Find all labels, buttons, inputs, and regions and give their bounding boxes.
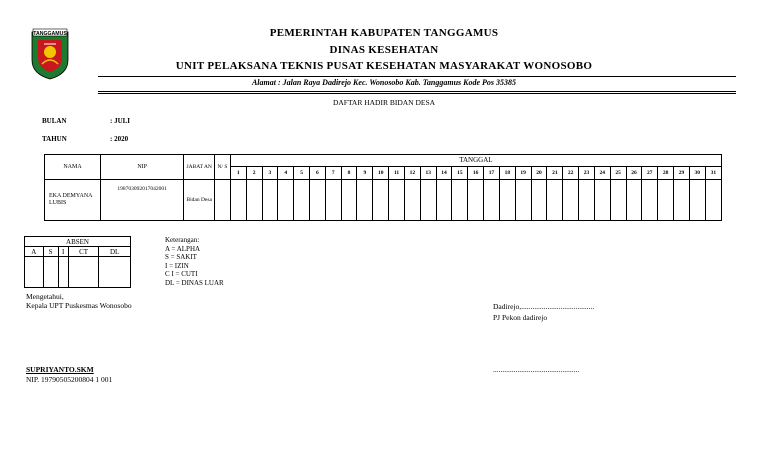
day-header: 3 xyxy=(262,166,278,179)
kepala-upt-text: Kepala UPT Puskesmas Wonosobo xyxy=(26,301,132,310)
logo-text: TANGGAMUS xyxy=(33,30,67,37)
day-header: 13 xyxy=(420,166,436,179)
day-cell xyxy=(499,180,515,221)
table-header-row xyxy=(45,155,722,167)
left-signature-block xyxy=(26,292,132,310)
absen-col-header: CT xyxy=(68,247,98,257)
day-header: 17 xyxy=(484,166,500,179)
day-header: 1 xyxy=(230,166,246,179)
day-cell xyxy=(610,180,626,221)
day-cell xyxy=(404,180,420,221)
day-header: 4 xyxy=(278,166,294,179)
day-cell xyxy=(594,180,610,221)
right-place-date: Dadirejo,....................................... xyxy=(493,302,595,311)
absen-table xyxy=(24,236,131,288)
day-cell xyxy=(262,180,278,221)
keterangan-list xyxy=(165,245,224,288)
day-cell xyxy=(341,180,357,221)
header-line-2: DINAS KESEHATAN xyxy=(329,44,439,56)
day-cell xyxy=(515,180,531,221)
keterangan-item: I = IZIN xyxy=(165,261,189,270)
col-ns-header: N/ S xyxy=(215,155,231,180)
day-cell xyxy=(674,180,690,221)
day-cell xyxy=(642,180,658,221)
col-jabatan-header: JABAT AN xyxy=(184,155,215,180)
day-cell xyxy=(230,180,246,221)
day-header: 26 xyxy=(626,166,642,179)
keterangan-title: Keterangan: xyxy=(165,236,200,244)
day-cell xyxy=(579,180,595,221)
col-nama-header: NAMA xyxy=(45,155,101,180)
day-header: 8 xyxy=(341,166,357,179)
row-nip: 198703092017042001 xyxy=(100,180,183,221)
header-line-3: UNIT PELAKSANA TEKNIS PUSAT KESEHATAN MASYARAKAT WONOSOBO xyxy=(175,60,593,72)
day-cell xyxy=(309,180,325,221)
day-header: 29 xyxy=(674,166,690,179)
day-cell xyxy=(436,180,452,221)
col-tanggal-header: TANGGAL xyxy=(230,155,721,167)
day-cell xyxy=(294,180,310,221)
absen-cell xyxy=(58,257,68,288)
bulan-value: : JULI xyxy=(110,117,131,125)
day-header: 15 xyxy=(452,166,468,179)
keterangan-item: A = ALPHA xyxy=(165,244,201,253)
absen-cell xyxy=(68,257,98,288)
keterangan xyxy=(165,236,224,287)
day-cell xyxy=(452,180,468,221)
mengetahui-text: Mengetahui, xyxy=(26,292,64,301)
keterangan-item: S = SAKIT xyxy=(165,253,197,261)
absen-cell xyxy=(25,257,44,288)
day-header: 20 xyxy=(531,166,547,179)
day-cell xyxy=(484,180,500,221)
row-jabatan: Bidan Desa xyxy=(184,180,215,221)
signer-name: SUPRIYANTO.SKM xyxy=(26,365,94,374)
day-header: 7 xyxy=(325,166,341,179)
day-header: 14 xyxy=(436,166,452,179)
header-double-rule-thin xyxy=(98,93,736,94)
absen-values-row xyxy=(25,257,131,288)
day-cell xyxy=(389,180,405,221)
day-header: 12 xyxy=(404,166,420,179)
day-cell xyxy=(373,180,389,221)
day-header: 21 xyxy=(547,166,563,179)
day-cell xyxy=(563,180,579,221)
document-title: DAFTAR HADIR BIDAN DESA xyxy=(332,98,436,107)
day-header: 27 xyxy=(642,166,658,179)
day-cell xyxy=(357,180,373,221)
day-cell xyxy=(705,180,721,221)
header-rule xyxy=(98,76,736,77)
day-header: 11 xyxy=(389,166,405,179)
day-cell xyxy=(325,180,341,221)
day-cell xyxy=(547,180,563,221)
absen-title: ABSEN xyxy=(25,237,131,247)
tahun-value: : 2020 xyxy=(110,135,129,143)
absen-col-header: A xyxy=(25,247,44,257)
day-header: 25 xyxy=(610,166,626,179)
day-cell xyxy=(246,180,262,221)
day-header: 6 xyxy=(309,166,325,179)
day-cell xyxy=(468,180,484,221)
day-header: 30 xyxy=(689,166,705,179)
absen-col-header: DL xyxy=(99,247,131,257)
day-cell xyxy=(689,180,705,221)
absen-cell xyxy=(43,257,58,288)
signer-nip: NIP. 19790505200804 1 001 xyxy=(26,375,113,384)
table-row xyxy=(45,180,722,221)
day-header: 16 xyxy=(468,166,484,179)
day-header: 28 xyxy=(658,166,674,179)
row-nama: EKA DEMYANA LUBIS xyxy=(45,180,101,221)
day-cell xyxy=(420,180,436,221)
absen-cell xyxy=(99,257,131,288)
absen-cols-row xyxy=(25,247,131,257)
day-header: 23 xyxy=(579,166,595,179)
header-address: Alamat : Jalan Raya Dadirejo Kec. Wonosobo Kab. Tanggamus Kode Pos 35385 xyxy=(251,78,517,87)
keterangan-item: DL = DINAS LUAR xyxy=(165,278,224,287)
day-header: 19 xyxy=(515,166,531,179)
absen-col-header: S xyxy=(43,247,58,257)
day-header: 31 xyxy=(705,166,721,179)
row-ns xyxy=(215,180,231,221)
header-line-1: PEMERINTAH KABUPATEN TANGGAMUS xyxy=(269,27,499,39)
attendance-table xyxy=(44,154,722,221)
header-double-rule-thick xyxy=(98,91,736,92)
day-header: 24 xyxy=(594,166,610,179)
day-cell xyxy=(531,180,547,221)
tahun-label: TAHUN xyxy=(42,135,67,143)
day-cell xyxy=(626,180,642,221)
day-header: 9 xyxy=(357,166,373,179)
day-header: 22 xyxy=(563,166,579,179)
col-nip-header: NIP xyxy=(100,155,183,180)
right-signer-title: PJ Pekon dadirejo xyxy=(493,313,548,322)
keterangan-item: C I = CUTI xyxy=(165,270,198,278)
day-cell xyxy=(278,180,294,221)
day-header: 2 xyxy=(246,166,262,179)
day-header: 10 xyxy=(373,166,389,179)
day-header: 5 xyxy=(294,166,310,179)
bulan-label: BULAN xyxy=(42,117,67,125)
right-signature-line: .............................................. xyxy=(493,365,580,374)
day-header: 18 xyxy=(499,166,515,179)
day-cell xyxy=(658,180,674,221)
absen-col-header: I xyxy=(58,247,68,257)
